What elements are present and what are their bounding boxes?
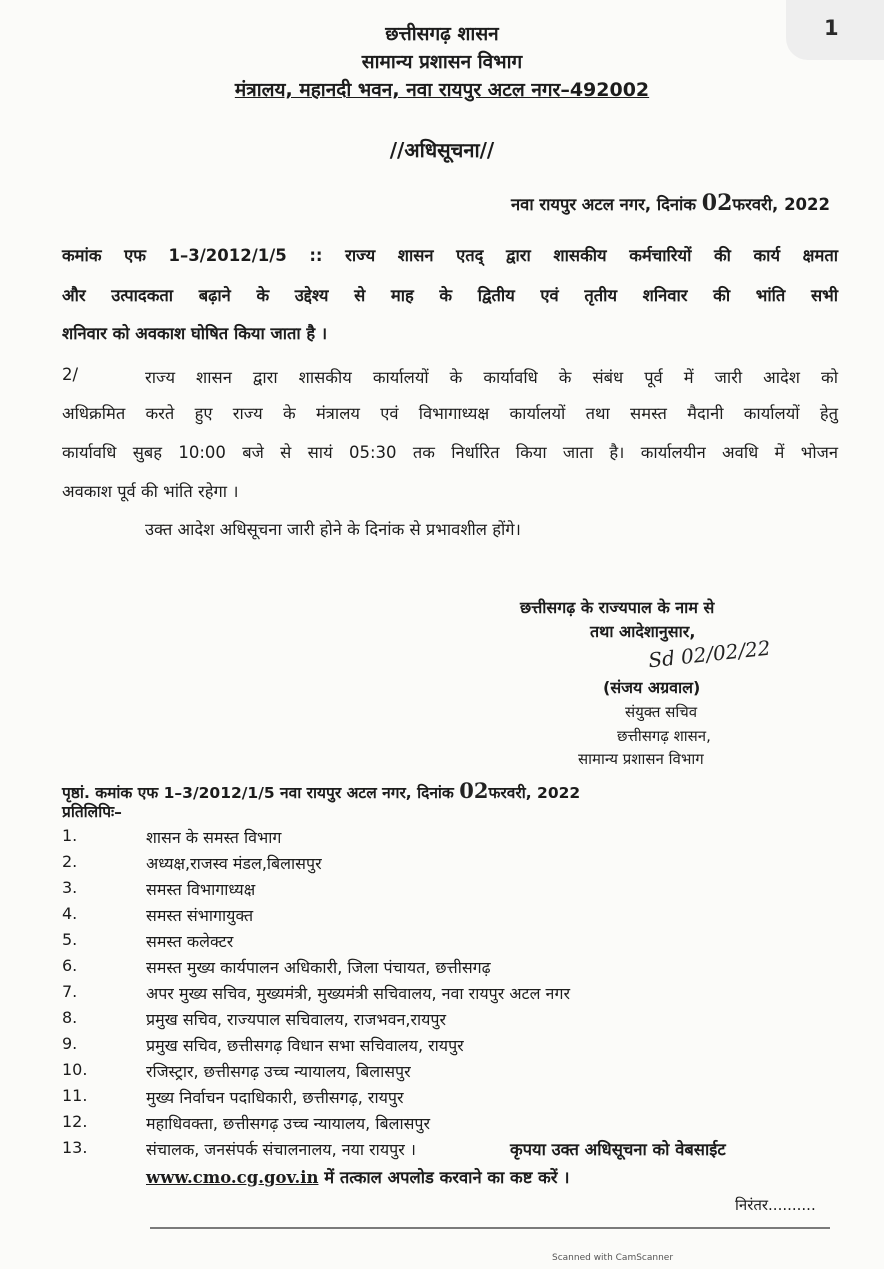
bottom-rule: [150, 1227, 830, 1229]
place-date: [511, 190, 830, 216]
para2-number: 2/: [62, 365, 79, 384]
copy-to-label: प्रतिलिपिः–: [62, 803, 122, 821]
item13-tail: में तत्काल अपलोड करवाने का कष्ट करें ।: [324, 1168, 570, 1187]
endorsement-handwritten-day: 02: [459, 778, 489, 803]
para2-line4: अवकाश पूर्व की भांति रहेगा ।: [62, 482, 239, 501]
para3: उक्त आदेश अधिसूचना जारी होने के दिनांक से प्रभावशील होंगे।: [145, 520, 521, 539]
para1-line3: शनिवार को अवकाश घोषित किया जाता है ।: [62, 324, 328, 343]
signatory-name: (संजय अग्रवाल): [603, 678, 701, 697]
month-year: फरवरी, 2022: [732, 195, 830, 214]
header-address-text: मंत्रालय, महानदी भवन, नवा रायपुर अटल नगर–492002: [234, 79, 650, 101]
scanner-footer: Scanned with CamScanner: [552, 1253, 674, 1263]
notification-title: //अधिसूचना//: [389, 138, 495, 162]
para1-line1: कमांक एफ 1–3/2012/1/5 :: राज्य शासन एतद् द्वारा शासकीय कर्मचारियों की कार्य क्षमता: [62, 246, 838, 265]
continued-marker: निरंतर..........: [735, 1196, 816, 1214]
signatory-designation: संयुक्त सचिव: [625, 703, 698, 721]
para2-line1: राज्य शासन द्वारा शासकीय कार्यालयों के कार्यावधि के संबंध पूर्व में जारी आदेश को: [145, 368, 838, 387]
page-number: 1: [824, 16, 839, 40]
para2-line3: कार्यावधि सुबह 10:00 बजे से सायं 05:30 तक निर्धारित किया जाता है। कार्यालयीन अवधि में भोजन: [62, 443, 838, 462]
endorsement-ref: [62, 778, 580, 803]
endorsement-month-year: फरवरी, 2022: [488, 784, 581, 802]
signatory-govt: छत्तीसगढ़ शासन,: [617, 727, 711, 745]
handwritten-day: 02: [701, 190, 733, 216]
para1-line2: और उत्पादकता बढ़ाने के उद्देश्य से माह के द्वितीय एवं तृतीय शनिवार की भांति सभी: [62, 286, 838, 305]
document-page: 1 छत्तीसगढ़ शासन सामान्य प्रशासन विभाग मंत्रालय, महानदी भवन, नवा रायपुर अटल नगर–492002 //अधिसूचना// नवा रायपुर अटल नगर, दिनांक 02फरवरी, 2022 कमांक एफ 1–3/2012/1/5 :: राज्य शासन एतद् द्वारा शासकीय कर्मचारियों की कार्य क्षमता और उत्पादकता बढ़ाने के उद्देश्य से माह के द्वितीय एवं तृतीय शनिवार की भांति सभी शनिवार को अवकाश घोषित किया जाता है । 2/ राज्य शासन द्वारा शासकीय कार्यालयों के कार्यावधि के संबंध पूर्व में जारी आदेश को अधिक्रमित करते हुए राज्य के मंत्रालय एवं विभागाध्यक्ष कार्यालयों तथा समस्त मैदानी कार्यालयों हेतु कार्यावधि सुबह 10:00 बजे से सायं 05:30 तक निर्धारित किया जाता है। कार्यालयीन अवधि में भोजन अवकाश पूर्व की भांति रहेगा । उक्त आदेश अधिसूचना जारी होने के दिनांक से प्रभावशील होंगे। छत्तीसगढ़ के राज्यपाल के नाम से तथा आदेशानुसार, Sd 02/02/22 (संजय अग्रवाल) संयुक्त सचिव छत्तीसगढ़ शासन, सामान्य प्रशासन विभाग पृष्ठां. कमांक एफ 1–3/2012/1/5 नवा रायपुर अटल नगर, दिनांक 02फरवरी, 2022 प्रतिलिपिः– 1. शासन के समस्त विभाग 2. अध्यक्ष,राजस्व मंडल,बिलासपुर 3. समस्त विभागाध्यक्ष 4. समस्त संभागायुक्त 5. समस्त कलेक्टर 6. समस्त मुख्य कार्यपालन अधिकारी, जिला पंचायत, छत्तीसगढ़ 7. अपर मुख्य सचिव, मुख्यमंत्री, मुख्यमंत्री सचिवालय, नवा रायपुर अटल नगर 8. प्रमुख सचिव, राज्यपाल सचिवालय, राजभवन,रायपुर 9. प्रमुख सचिव, छत्तीसगढ़ विधान सभा सचिवालय, रायपुर 10. रजिस्ट्रार, छत्तीसगढ़ उच्च न्यायालय, बिलासपुर 11. मुख्य निर्वाचन पदाधिकारी, छत्तीसगढ़, रायपुर 12. महाधिवक्ता, छत्तीसगढ़ उच्च न्यायालय, बिलासपुर 13. संचालक, जनसंपर्क संचालनालय, नया रायपुर । कृपया उक्त अधिसूचना को वेबसाईट www.cmo.cg.gov.in में तत्काल अपलोड करवाने का कष्ट करें । निरंतर.......... Scanned with CamScanner: [0, 0, 884, 1269]
item13-line2: [146, 1165, 570, 1188]
header-department: सामान्य प्रशासन विभाग: [361, 51, 523, 73]
header-address: [0, 76, 884, 102]
endorsement-ref-text: पृष्ठां. कमांक एफ 1–3/2012/1/5 नवा रायपुर अटल नगर, दिनांक: [62, 784, 454, 802]
signatory-department: सामान्य प्रशासन विभाग: [578, 750, 704, 768]
item13-request: कृपया उक्त अधिसूचना को वेबसाईट: [510, 1140, 726, 1159]
header-government: छत्तीसगढ़ शासन: [385, 23, 499, 45]
handwritten-signature: Sd 02/02/22: [647, 635, 772, 673]
website-link[interactable]: www.cmo.cg.gov.in: [146, 1168, 319, 1187]
signature-line1: छत्तीसगढ़ के राज्यपाल के नाम से: [520, 598, 715, 617]
place-text: नवा रायपुर अटल नगर, दिनांक: [511, 195, 697, 214]
signature-line2: तथा आदेशानुसार,: [590, 622, 696, 641]
para2-line2: अधिक्रमित करते हुए राज्य के मंत्रालय एवं विभागाध्यक्ष कार्यालयों तथा समस्त मैदानी कार्यालयों हेतु: [62, 404, 838, 423]
